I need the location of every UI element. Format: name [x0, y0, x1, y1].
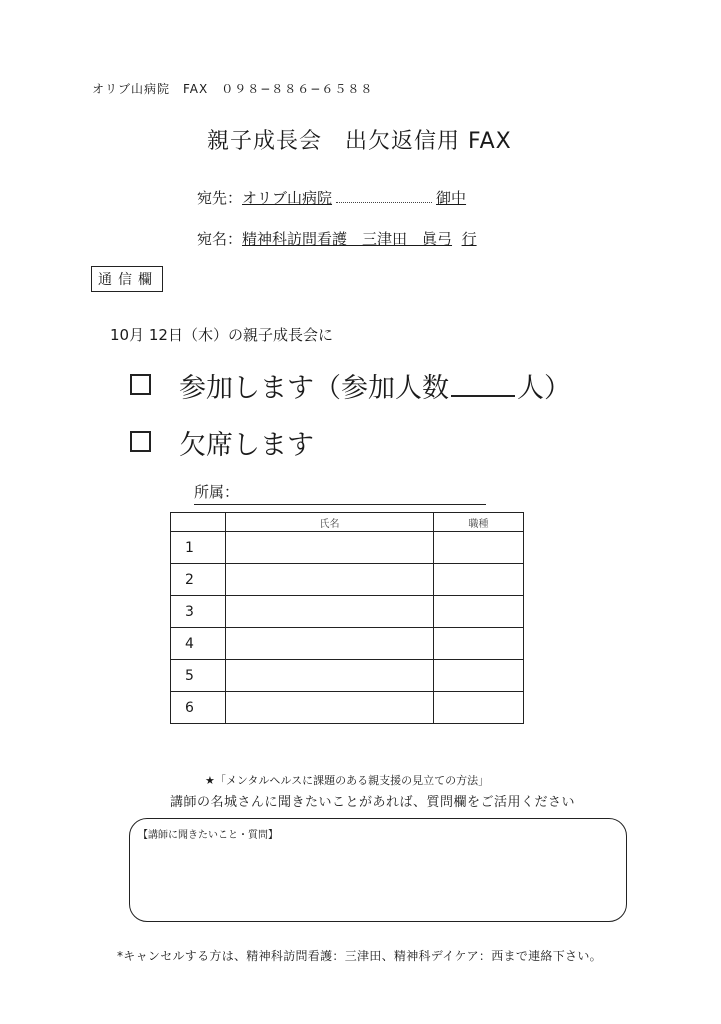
communication-label: 通信欄 — [91, 266, 163, 292]
table-row — [171, 660, 524, 692]
name-cell[interactable] — [226, 596, 434, 628]
addressee-name: 精神科訪問看護 三津田 眞弓 — [242, 230, 453, 248]
table-row — [171, 564, 524, 596]
occupation-cell[interactable] — [434, 628, 524, 660]
row-number: 6 — [171, 692, 226, 724]
question-box-label: 【講師に聞きたいこと・質問】 — [138, 830, 278, 841]
attendee-table — [170, 512, 524, 724]
destination-line — [197, 187, 466, 208]
header-number — [171, 513, 226, 532]
row-number: 3 — [171, 596, 226, 628]
name-cell[interactable] — [226, 692, 434, 724]
question-prompt: 講師の名城さんに聞きたいことがあれば、質問欄をご活用ください — [170, 795, 576, 810]
affiliation-label: 所属： — [194, 483, 240, 501]
name-cell[interactable] — [226, 532, 434, 564]
occupation-cell[interactable] — [434, 596, 524, 628]
attend-label: 参加します（参加人数 — [179, 373, 449, 404]
row-number: 2 — [171, 564, 226, 596]
fax-header: オリブ山病院 FAX ０９８−８８６−６５８８ — [92, 82, 374, 96]
addressee-label: 宛名： — [197, 230, 243, 248]
addressee-line — [197, 228, 477, 249]
table-row — [171, 532, 524, 564]
name-cell[interactable] — [226, 660, 434, 692]
destination-blank — [336, 188, 432, 203]
attendee-count-blank[interactable] — [451, 373, 515, 397]
absent-option[interactable] — [130, 423, 314, 462]
attend-checkbox[interactable] — [130, 374, 151, 395]
destination-org: オリブ山病院 — [242, 189, 333, 207]
header-name: 氏名 — [226, 513, 434, 532]
destination-suffix: 御中 — [436, 189, 467, 207]
occupation-cell[interactable] — [434, 692, 524, 724]
row-number: 4 — [171, 628, 226, 660]
absent-checkbox[interactable] — [130, 431, 151, 452]
addressee-suffix: 行 — [461, 230, 477, 248]
row-number: 1 — [171, 532, 226, 564]
cancellation-note: *キャンセルする方は、精神科訪問看護：三津田、精神科デイケア：西まで連絡下さい。 — [117, 949, 602, 963]
name-cell[interactable] — [226, 564, 434, 596]
occupation-cell[interactable] — [434, 564, 524, 596]
affiliation-field[interactable] — [194, 481, 486, 505]
destination-label: 宛先： — [197, 189, 243, 207]
name-cell[interactable] — [226, 628, 434, 660]
table-header-row — [171, 513, 524, 532]
event-line: 10月 12日（木）の親子成長会に — [110, 326, 333, 344]
attend-suffix: 人） — [517, 373, 571, 404]
occupation-cell[interactable] — [434, 532, 524, 564]
header-occupation: 職種 — [434, 513, 524, 532]
row-number: 5 — [171, 660, 226, 692]
occupation-cell[interactable] — [434, 660, 524, 692]
table-row — [171, 692, 524, 724]
question-box[interactable] — [129, 818, 627, 922]
table-row — [171, 596, 524, 628]
topic-note: ★「メンタルヘルスに課題のある親支援の見立ての方法」 — [205, 774, 490, 787]
page-title: 親子成長会 出欠返信用 FAX — [207, 129, 512, 154]
attend-option[interactable] — [130, 366, 571, 405]
absent-label: 欠席します — [179, 430, 314, 461]
table-row — [171, 628, 524, 660]
